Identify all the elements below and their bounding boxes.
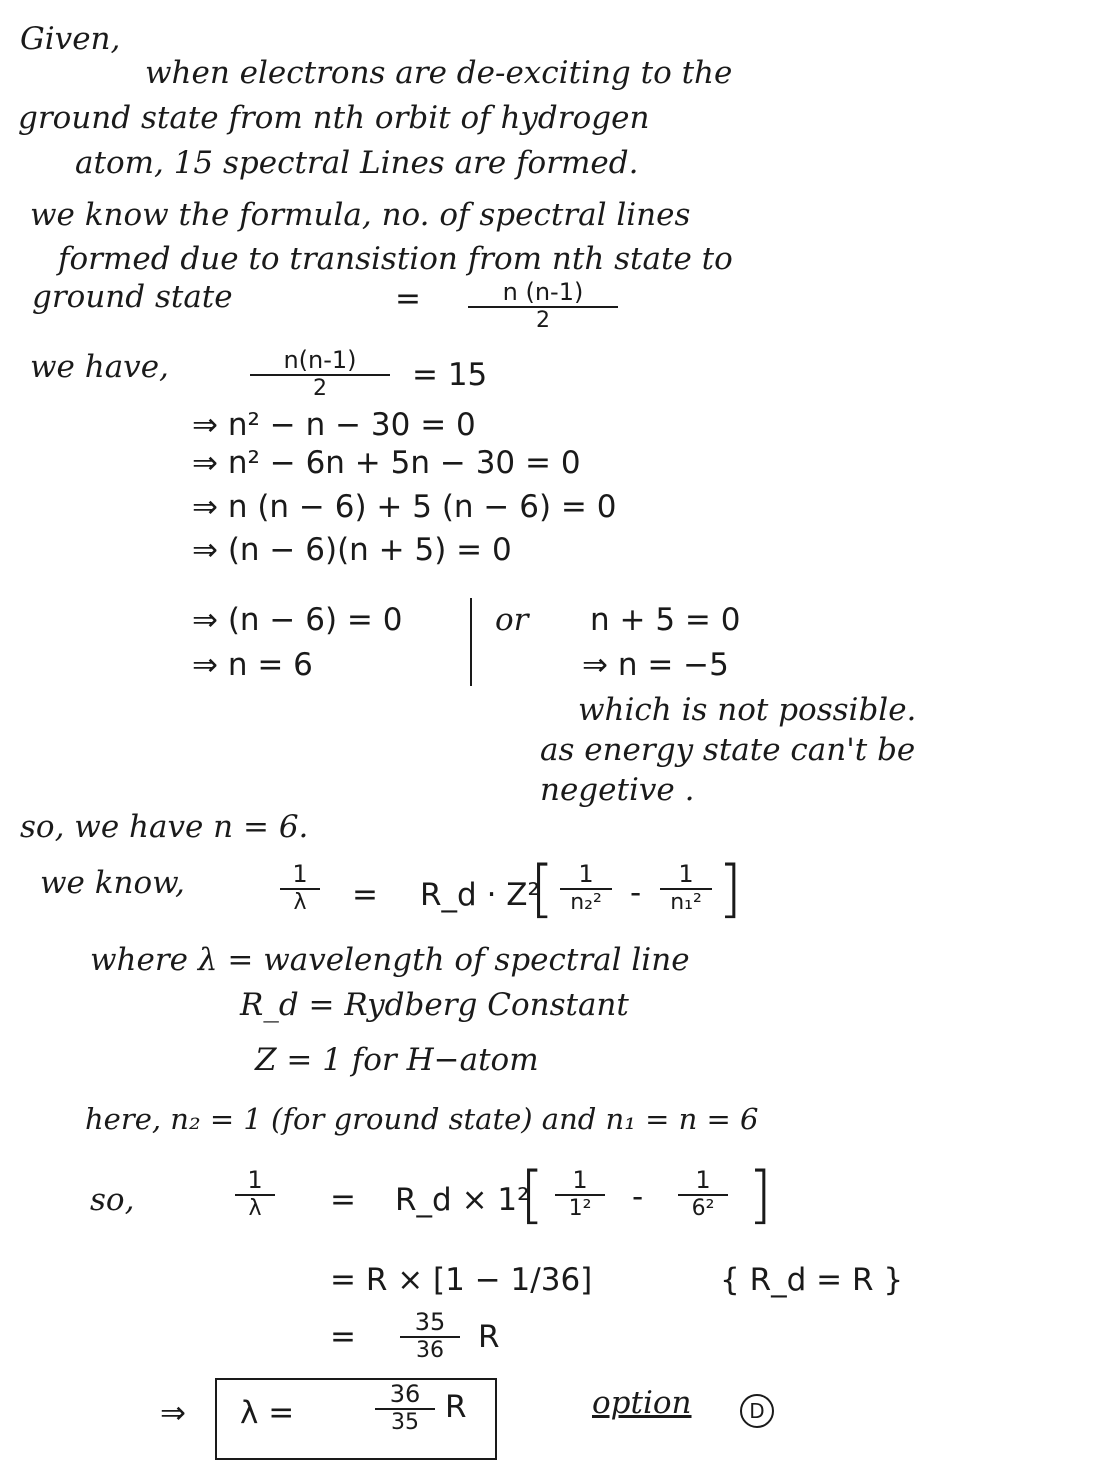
rydberg-coefficient: R_d · Z² <box>420 877 540 913</box>
rydberg-equals: = <box>352 877 378 913</box>
step-s1-equals: = <box>330 1182 356 1218</box>
formula-line-3: ground state <box>32 279 233 315</box>
final-fraction <box>375 1382 435 1434</box>
final-lambda: λ = <box>240 1395 295 1431</box>
formula-numerator: n (n-1) <box>468 280 618 308</box>
note-line-2: as energy state can't be <box>540 732 916 768</box>
where-line-1: where λ = wavelength of spectral line <box>90 942 690 978</box>
rydberg-term-1 <box>560 862 612 914</box>
rydberg-bracket-open: [ <box>530 852 555 925</box>
we-have-rhs: = 15 <box>412 357 488 393</box>
step-s1-term-1-den: 1² <box>568 1196 592 1222</box>
rydberg-bracket-close: ] <box>718 852 743 925</box>
we-have-numerator: n(n-1) <box>250 348 390 376</box>
where-line-2: R_d = Rydberg Constant <box>240 987 629 1023</box>
alt-step-1: n + 5 = 0 <box>590 602 741 638</box>
final-r: R <box>445 1389 467 1425</box>
final-den: 35 <box>391 1410 419 1436</box>
step-s1-term-2 <box>678 1168 728 1220</box>
formula-denominator: 2 <box>536 308 550 334</box>
intro-line-2: ground state from nth orbit of hydrogen <box>18 100 650 136</box>
rydberg-term-2-num: 1 <box>660 862 712 890</box>
step-s1-coefficient: R_d × 1² <box>395 1182 530 1218</box>
step-s3-num: 35 <box>400 1310 460 1338</box>
or-label: or <box>495 602 529 638</box>
alt-step-2: ⇒ n = −5 <box>582 647 729 683</box>
formula-line-1: we know the formula, no. of spectral lines <box>30 197 691 233</box>
rydberg-term-2 <box>660 862 712 914</box>
step-5a: ⇒ (n − 6) = 0 <box>192 602 403 638</box>
step-s2-note: { R_d = R } <box>720 1262 904 1298</box>
step-5b: ⇒ n = 6 <box>192 647 313 683</box>
step-s1-lhs-den: λ <box>248 1196 262 1222</box>
so-label: so, <box>90 1182 135 1218</box>
step-s2: = R × [1 − 1/36] <box>330 1262 593 1298</box>
step-s3-r: R <box>478 1319 500 1355</box>
formula-fraction <box>468 280 618 332</box>
we-have-label: we have, <box>30 349 169 385</box>
step-s1-term-1 <box>555 1168 605 1220</box>
step-s1-term-1-num: 1 <box>555 1168 605 1196</box>
rydberg-lhs-den: λ <box>293 890 307 916</box>
final-arrow: ⇒ <box>160 1395 186 1431</box>
formula-line-2: formed due to transistion from nth state to <box>58 241 733 277</box>
step-1: ⇒ n² − n − 30 = 0 <box>192 407 476 443</box>
step-s1-bracket-open: [ <box>520 1158 545 1231</box>
step-s1-minus: - <box>632 1179 644 1215</box>
step-s1-lhs <box>235 1168 275 1220</box>
step-2: ⇒ n² − 6n + 5n − 30 = 0 <box>192 445 581 481</box>
divider-line <box>470 598 472 686</box>
step-s3-den: 36 <box>416 1338 444 1364</box>
conclusion-n: so, we have n = 6. <box>20 809 309 845</box>
rydberg-term-2-den: n₁² <box>670 890 702 916</box>
final-num: 36 <box>375 1382 435 1410</box>
we-have-fraction <box>250 348 390 400</box>
step-3: ⇒ n (n − 6) + 5 (n − 6) = 0 <box>192 489 617 525</box>
rydberg-lhs-fraction <box>280 862 320 914</box>
step-s1-term-2-num: 1 <box>678 1168 728 1196</box>
option-letter: D <box>740 1394 774 1428</box>
note-line-3: negetive . <box>540 772 695 808</box>
note-line-1: which is not possible. <box>578 692 917 728</box>
rydberg-minus: - <box>630 875 642 911</box>
step-s3-equals: = <box>330 1319 356 1355</box>
intro-line-3: atom, 15 spectral Lines are formed. <box>75 145 639 181</box>
where-line-3: Z = 1 for H−atom <box>255 1042 539 1078</box>
step-s3-fraction <box>400 1310 460 1362</box>
we-know-label: we know, <box>40 865 185 901</box>
intro-line-1: when electrons are de-exciting to the <box>145 55 733 91</box>
here-line: here, n₂ = 1 (for ground state) and n₁ = n = 6 <box>85 1102 759 1136</box>
step-s1-bracket-close: ] <box>748 1158 773 1231</box>
rydberg-term-1-den: n₂² <box>570 890 602 916</box>
step-s1-term-2-den: 6² <box>691 1196 715 1222</box>
option-label: option <box>592 1385 692 1421</box>
step-s1-lhs-num: 1 <box>235 1168 275 1196</box>
formula-equals: = <box>395 281 421 317</box>
rydberg-term-1-num: 1 <box>560 862 612 890</box>
rydberg-lhs-num: 1 <box>280 862 320 890</box>
we-have-denominator: 2 <box>313 376 327 402</box>
step-4: ⇒ (n − 6)(n + 5) = 0 <box>192 532 512 568</box>
given-label: Given, <box>20 21 121 57</box>
